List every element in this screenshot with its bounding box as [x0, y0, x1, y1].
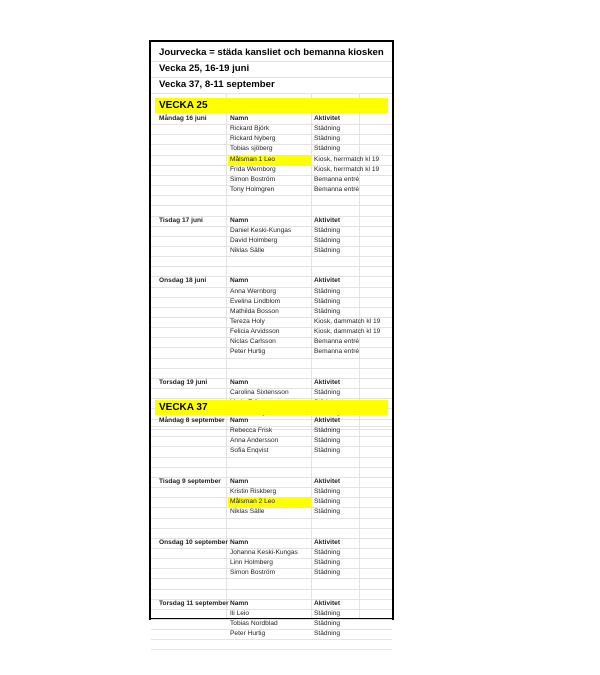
activity: Städning	[314, 488, 341, 496]
person-name: Tony Holmgren	[230, 186, 275, 194]
day-label: Tisdag 17 juni	[159, 216, 203, 224]
person-name: David Holmberg	[230, 236, 278, 244]
grid-column-line	[311, 94, 312, 618]
name-column-header: Namn	[230, 378, 249, 386]
activity: Städning	[314, 307, 341, 315]
activity: Städning	[314, 297, 341, 305]
grid-row-line	[151, 467, 392, 468]
week-header: VECKA 37	[155, 400, 388, 415]
grid-row-line	[151, 528, 392, 529]
activity: Kiosk, dammatch kl 19	[314, 318, 381, 325]
activity-column-header: Aktivitet	[314, 599, 341, 607]
day-label: Torsdag 11 september	[159, 599, 229, 607]
person-name: Anna Wernborg	[230, 287, 277, 295]
activity: Städning	[314, 226, 341, 234]
name-column-header: Namn	[230, 599, 249, 607]
schedule-sheet	[149, 40, 394, 638]
person-name: Målsman 2 Leo	[230, 498, 276, 506]
day-label: Onsdag 18 juni	[159, 277, 207, 285]
grid-row-line	[151, 266, 392, 267]
person-name: Kristin Riskberg	[230, 488, 277, 496]
grid-row-line	[151, 368, 392, 369]
name-column-header: Namn	[230, 277, 249, 285]
person-name: Tereza Holy	[230, 318, 265, 325]
period-week-37: Vecka 37, 8-11 september	[159, 79, 275, 90]
activity: Städning	[314, 427, 341, 435]
day-label: Torsdag 19 juni	[159, 378, 208, 386]
activity: Städning	[314, 125, 341, 133]
activity: Städning	[314, 135, 341, 143]
day-label: Tisdag 9 september	[159, 477, 221, 485]
name-column-header: Namn	[230, 538, 249, 546]
activity-column-header: Aktivitet	[314, 115, 341, 122]
person-name: Carolina Sixtensson	[230, 389, 289, 397]
person-name: Frida Wernborg	[230, 165, 276, 173]
activity-column-header: Aktivitet	[314, 538, 341, 546]
activity: Städning	[314, 145, 341, 153]
person-name: Tobias Nordblad	[230, 620, 278, 627]
grid-row-line	[151, 639, 392, 640]
activity: Bemanna entré	[314, 348, 360, 356]
day-label: Onsdag 10 september	[159, 538, 228, 546]
activity: Städning	[314, 620, 341, 627]
activity: Städning	[314, 569, 341, 577]
person-name: Linn Holmberg	[230, 559, 273, 567]
person-name: Johanna Keski-Kungas	[230, 548, 298, 556]
person-name: Anna Andersson	[230, 437, 279, 445]
name-column-header: Namn	[230, 477, 249, 485]
person-name: Rickard Nyberg	[230, 135, 276, 143]
activity: Städning	[314, 498, 341, 506]
person-name: Simon Boström	[230, 175, 276, 183]
person-name: Rickard Björk	[230, 125, 270, 133]
activity: Städning	[314, 287, 341, 295]
grid-row-line	[151, 124, 392, 125]
day-label: Måndag 16 juni	[159, 115, 207, 122]
grid-row-line	[151, 578, 392, 579]
person-name: Peter Hurtig	[230, 630, 266, 638]
activity: Bemanna entré	[314, 186, 360, 194]
activity-column-header: Aktivitet	[314, 277, 341, 285]
activity: Kiosk, herrmatch kl 19	[314, 155, 380, 163]
activity: Städning	[314, 236, 341, 244]
activity: Städning	[314, 389, 341, 397]
name-column-header: Namn	[230, 216, 249, 224]
activity: Städning	[314, 508, 341, 516]
name-column-header: Namn	[230, 417, 249, 424]
person-name: Mathilda Bosson	[230, 307, 279, 315]
activity: Bemanna entré	[314, 338, 360, 346]
person-name: Felicia Arvidsson	[230, 328, 280, 336]
activity: Städning	[314, 630, 341, 638]
activity-column-header: Aktivitet	[314, 378, 341, 386]
activity-column-header: Aktivitet	[314, 477, 341, 485]
grid-row-line	[151, 446, 392, 447]
person-name: Simon Boström	[230, 569, 276, 577]
grid-row-line	[151, 457, 392, 458]
grid-row-line	[151, 246, 392, 247]
grid-row-line	[151, 205, 392, 206]
activity: Städning	[314, 548, 341, 556]
grid-row-line	[151, 518, 392, 519]
person-name: Peter Hurtig	[230, 348, 266, 356]
person-name: Niklas Sälle	[230, 508, 265, 516]
activity: Städning	[314, 437, 341, 445]
activity: Bemanna entré	[314, 175, 360, 183]
grid-row-line	[151, 507, 392, 508]
activity-column-header: Aktivitet	[314, 216, 341, 224]
activity: Kiosk, dammatch kl 19	[314, 328, 381, 336]
person-name: Tobias sjöberg	[230, 145, 273, 153]
person-name: Rebecca Frisk	[230, 427, 273, 435]
grid-row-line	[151, 358, 392, 359]
activity: Kiosk, herrmatch kl 19	[314, 165, 380, 173]
grid-row-line	[151, 256, 392, 257]
activity: Städning	[314, 246, 341, 254]
person-name: Daniel Keski-Kungas	[230, 226, 292, 234]
person-name: Sofia Enqvist	[230, 447, 269, 455]
grid-row-line	[151, 195, 392, 196]
grid-row-line	[151, 589, 392, 590]
period-week-25: Vecka 25, 16-19 juni	[159, 63, 250, 74]
grid-row-line	[151, 649, 392, 650]
person-name: Ili Leio	[230, 609, 250, 617]
name-column-header: Namn	[230, 115, 249, 122]
document-title: Jourvecka = städa kansliet och bemanna kiosken	[159, 47, 384, 58]
person-name: Niclas Carlsson	[230, 338, 276, 346]
person-name: Niklas Sälle	[230, 246, 265, 254]
activity-column-header: Aktivitet	[314, 417, 341, 424]
person-name: Evelina Lindblom	[230, 297, 281, 305]
person-name: Målsman 1 Leo	[230, 155, 276, 163]
activity: Städning	[314, 609, 341, 617]
activity: Städning	[314, 447, 341, 455]
day-label: Måndag 8 september	[159, 417, 225, 424]
grid-row-line	[151, 609, 392, 610]
activity: Städning	[314, 559, 341, 567]
grid-row-line	[151, 629, 392, 630]
week-header: VECKA 25	[155, 98, 388, 113]
